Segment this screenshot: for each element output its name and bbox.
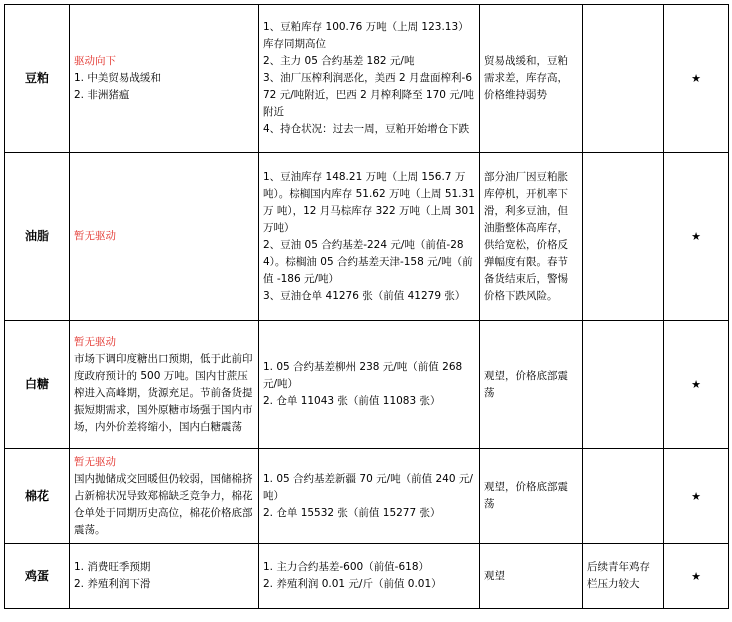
indicators-cell <box>259 5 480 153</box>
indicator-item: 2. 仓单 15532 张（前值 15277 张） <box>263 506 441 519</box>
indicators-cell <box>259 544 480 609</box>
commodity-name: 棉花 <box>5 449 70 544</box>
indicator-item: 1、豆粕库存 100.76 万吨（上周 123.13）库存同期高位 <box>263 21 469 50</box>
note-cell <box>583 321 664 449</box>
driver-point: 1. 中美贸易战缓和 <box>74 72 161 84</box>
driver-point: 国内抛储成交回暖但仍较弱，国储棉挤占新棉状况导致郑棉缺乏竞争力，棉花仓单处于同期历史高位，棉花价格底部震荡。 <box>74 472 253 536</box>
indicator-item: 2. 仓单 11043 张（前值 11083 张） <box>263 395 441 407</box>
indicator-item: 2、主力 05 合约基差 182 元/吨 <box>263 55 415 67</box>
table-row <box>5 449 729 544</box>
driver-label: 驱动向下 <box>74 55 116 67</box>
driver-label: 暂无驱动 <box>74 455 116 468</box>
driver-point: 2. 养殖利润下滑 <box>74 578 151 590</box>
view-cell: 观望，价格底部震荡 <box>480 321 583 449</box>
commodity-table <box>4 4 729 609</box>
driver-cell <box>70 544 259 609</box>
driver-cell <box>70 153 259 321</box>
rating-star: ★ <box>664 449 729 544</box>
indicators-cell <box>259 153 480 321</box>
rating-star: ★ <box>664 544 729 609</box>
table-row <box>5 544 729 609</box>
driver-cell <box>70 321 259 449</box>
rating-star: ★ <box>664 5 729 153</box>
indicator-item: 3、油厂压榨利润恶化，美西 2 月盘面榨利-672 元/吨附近，巴西 2 月榨利降至 170 元/吨附近 <box>263 72 474 118</box>
indicator-item: 2、豆油 05 合约基差-224 元/吨（前值-284）。棕榈油 05 合约基差天津-158 元/吨（前值 -186 元/吨） <box>263 238 473 285</box>
indicator-item: 2. 养殖利润 0.01 元/斤（前值 0.01） <box>263 578 442 590</box>
table-row <box>5 321 729 449</box>
driver-cell <box>70 449 259 544</box>
indicator-item: 1. 主力合约基差-600（前值-618） <box>263 561 430 573</box>
note-cell: 后续青年鸡存栏压力较大 <box>583 544 664 609</box>
driver-point: 1. 消费旺季预期 <box>74 561 151 573</box>
note-cell <box>583 5 664 153</box>
driver-point: 2. 非洲猪瘟 <box>74 89 130 101</box>
commodity-name: 油脂 <box>5 153 70 321</box>
indicator-item: 4、持仓状况：过去一周，豆粕开始增仓下跌 <box>263 123 470 135</box>
indicator-item: 1、豆油库存 148.21 万吨（上周 156.7 万吨）。棕榈国内库存 51.62 万吨（上周 51.31 万 吨），12 月马棕库存 322 万吨（上周 301 万吨） <box>263 170 475 234</box>
rating-star: ★ <box>664 153 729 321</box>
commodity-name: 白糖 <box>5 321 70 449</box>
indicators-cell <box>259 321 480 449</box>
commodity-name: 豆粕 <box>5 5 70 153</box>
view-cell: 部分油厂因豆粕胀库停机，开机率下滑，利多豆油，但油脂整体高库存，供给宽松，价格反弹幅度有限。春节备货结束后，警惕价格下跌风险。 <box>480 153 583 321</box>
table-row <box>5 153 729 321</box>
commodity-name: 鸡蛋 <box>5 544 70 609</box>
indicators-cell <box>259 449 480 544</box>
table-row <box>5 5 729 153</box>
note-cell <box>583 153 664 321</box>
rating-star: ★ <box>664 321 729 449</box>
indicator-item: 3、豆油仓单 41276 张（前值 41279 张） <box>263 289 466 302</box>
driver-cell <box>70 5 259 153</box>
view-cell: 观望 <box>480 544 583 609</box>
note-cell <box>583 449 664 544</box>
indicator-item: 1. 05 合约基差新疆 70 元/吨（前值 240 元/吨） <box>263 472 473 502</box>
driver-label: 暂无驱动 <box>74 335 116 348</box>
view-cell: 观望，价格底部震荡 <box>480 449 583 544</box>
view-cell: 贸易战缓和，豆粕需求差，库存高，价格维持弱势 <box>480 5 583 153</box>
driver-label: 暂无驱动 <box>74 230 116 242</box>
driver-point: 市场下调印度糖出口预期，低于此前印度政府预计的 500 万吨。国内甘蔗压榨进入高峰期，货源充足。节前备货提振短期需求，国外原糖市场强于国内市场，内外价差将缩小，国内白糖震荡 <box>74 352 253 433</box>
indicator-item: 1. 05 合约基差柳州 238 元/吨（前值 268 元/吨） <box>263 361 463 390</box>
